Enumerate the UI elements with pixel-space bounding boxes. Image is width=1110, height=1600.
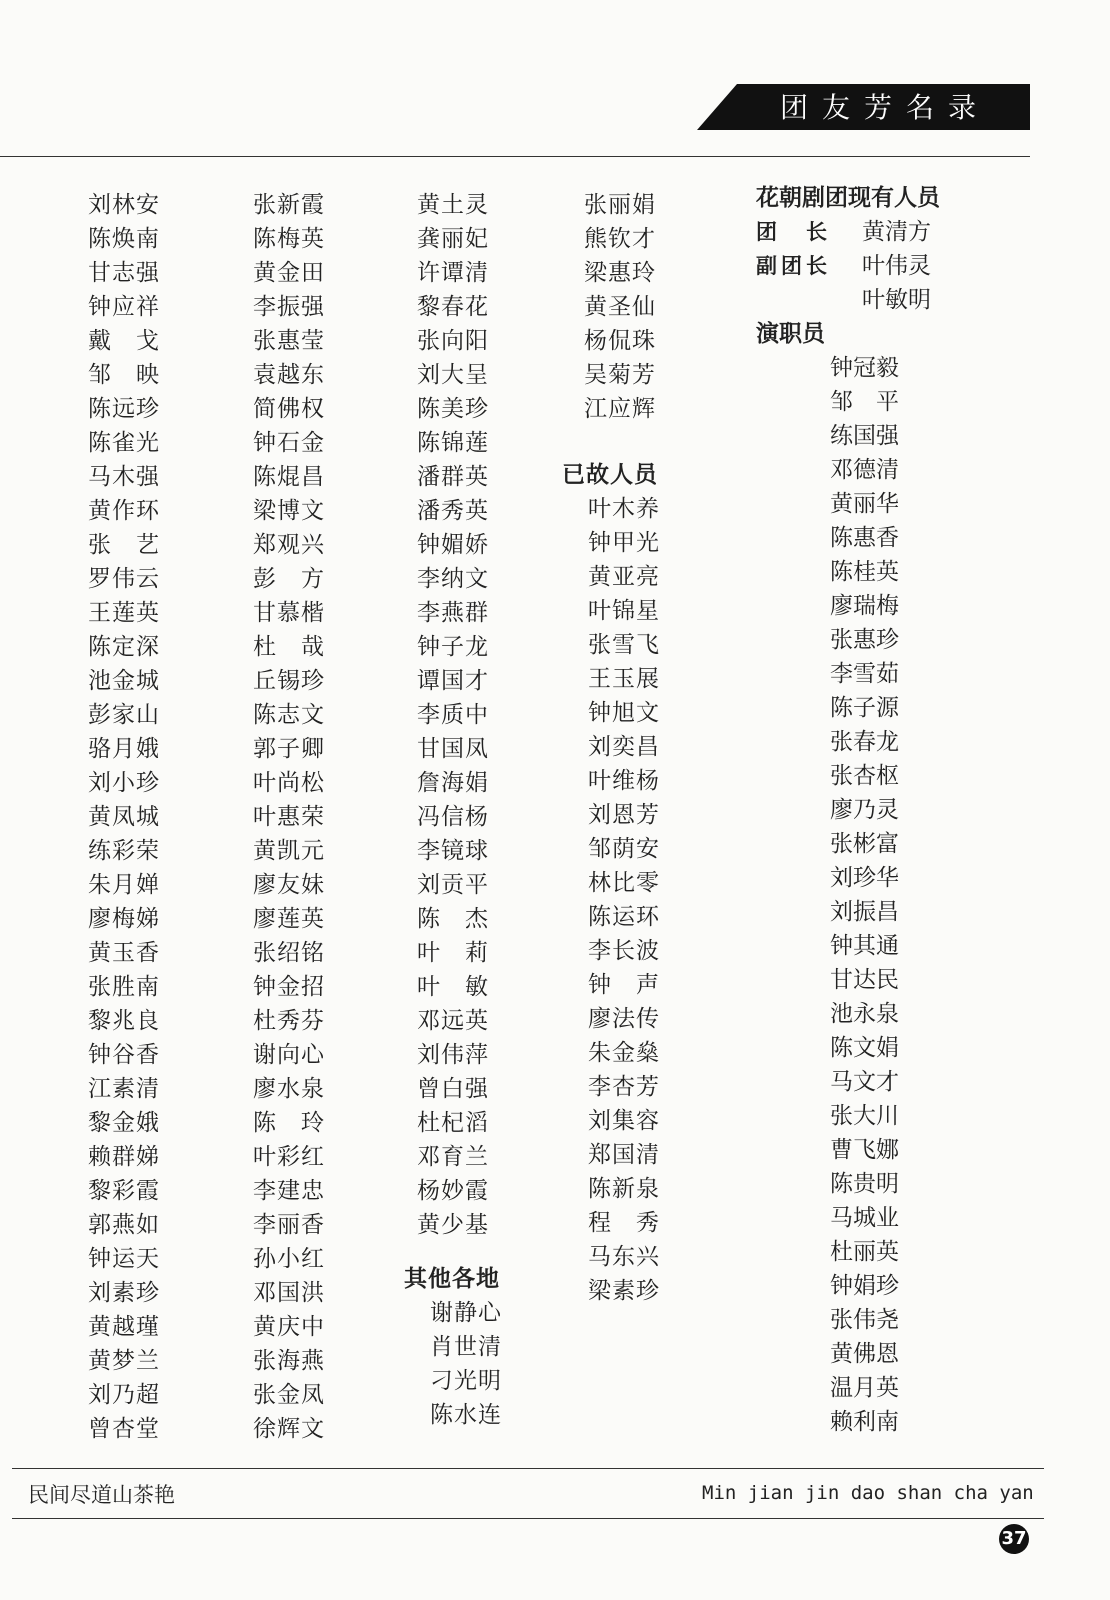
name-item: 钟子龙 — [417, 634, 489, 660]
name-item: 赖利南 — [830, 1409, 899, 1435]
leader-row — [756, 215, 940, 249]
other-regions-heading: 其他各地 — [404, 1266, 500, 1292]
name-item: 张向阳 — [417, 328, 489, 354]
name-item: 刘振昌 — [830, 899, 899, 925]
deputy-row — [756, 249, 940, 283]
name-item: 叶 莉 — [417, 940, 489, 966]
name-item: 张金凤 — [253, 1382, 325, 1408]
footer-title: 民间尽道山茶艳 — [28, 1483, 175, 1507]
name-item: 张春龙 — [830, 729, 899, 755]
name-item: 李质中 — [417, 702, 489, 728]
name-item: 廖梅娣 — [88, 906, 160, 932]
name-item: 张彬富 — [830, 831, 899, 857]
name-item: 朱金燊 — [588, 1040, 660, 1066]
deputy-label: 副团长 — [756, 254, 831, 278]
name-item: 黎兆良 — [88, 1008, 160, 1034]
footer-rule-top — [12, 1468, 1044, 1469]
name-item: 叶锦星 — [588, 598, 660, 624]
name-item: 杜秀芬 — [253, 1008, 325, 1034]
name-item: 甘志强 — [88, 260, 160, 286]
name-item: 钟其通 — [830, 933, 899, 959]
name-item: 王莲英 — [88, 600, 160, 626]
name-item: 刘奕昌 — [588, 734, 660, 760]
name-item: 廖水泉 — [253, 1076, 325, 1102]
name-item: 陈雀光 — [88, 430, 160, 456]
name-item: 刘乃超 — [88, 1382, 160, 1408]
name-item: 李丽香 — [253, 1212, 325, 1238]
name-item: 陈锦莲 — [417, 430, 489, 456]
name-item: 叶木养 — [588, 496, 660, 522]
top-rule — [0, 156, 1030, 157]
deceased-heading: 已故人员 — [562, 462, 658, 488]
name-item: 詹海娟 — [417, 770, 489, 796]
name-item: 张胜南 — [88, 974, 160, 1000]
troupe-heading: 花朝剧团现有人员 — [756, 185, 940, 211]
name-item: 李镜球 — [417, 838, 489, 864]
name-item: 温月英 — [830, 1375, 899, 1401]
name-item: 黄亚亮 — [588, 564, 660, 590]
name-item: 李杏芳 — [588, 1074, 660, 1100]
name-item: 钟媚娇 — [417, 532, 489, 558]
name-item: 廖乃灵 — [830, 797, 899, 823]
name-item: 张惠莹 — [253, 328, 325, 354]
name-item: 杜杞滔 — [417, 1110, 489, 1136]
name-item: 彭家山 — [88, 702, 160, 728]
name-item: 黄佛恩 — [830, 1341, 899, 1367]
name-item: 廖瑞梅 — [830, 593, 899, 619]
name-item: 刘林安 — [88, 192, 160, 218]
name-item: 张杏枢 — [830, 763, 899, 789]
deceased-section — [562, 458, 660, 1308]
name-item: 熊钦才 — [584, 226, 656, 252]
name-item: 杨妙霞 — [417, 1178, 489, 1204]
name-item: 丘锡珍 — [253, 668, 325, 694]
name-item: 刘集容 — [588, 1108, 660, 1134]
name-item: 刘恩芳 — [588, 802, 660, 828]
name-item: 甘慕楷 — [253, 600, 325, 626]
name-item: 黄金田 — [253, 260, 325, 286]
name-item: 黄梦兰 — [88, 1348, 160, 1374]
name-item: 刘珍华 — [830, 865, 899, 891]
name-item: 池金城 — [88, 668, 160, 694]
name-item: 潘群英 — [417, 464, 489, 490]
name-item: 陈定深 — [88, 634, 160, 660]
name-item: 廖法传 — [588, 1006, 660, 1032]
name-item: 钟金招 — [253, 974, 325, 1000]
name-item: 陈梅英 — [253, 226, 325, 252]
name-item: 张海燕 — [253, 1348, 325, 1374]
name-item: 孙小红 — [253, 1246, 325, 1272]
name-item: 陈贵明 — [830, 1171, 899, 1197]
name-item: 张 艺 — [88, 532, 160, 558]
name-item: 曹飞娜 — [830, 1137, 899, 1163]
name-item: 刁光明 — [430, 1368, 502, 1394]
name-item: 骆月娥 — [88, 736, 160, 762]
name-column-2 — [253, 188, 325, 1446]
name-item: 黄越瑾 — [88, 1314, 160, 1340]
name-item: 马东兴 — [588, 1244, 660, 1270]
name-item: 郑观兴 — [253, 532, 325, 558]
name-item: 黎春花 — [417, 294, 489, 320]
name-item: 陈 杰 — [417, 906, 489, 932]
name-item: 邹荫安 — [588, 836, 660, 862]
name-item: 徐辉文 — [253, 1416, 325, 1442]
performers-heading: 演职员 — [756, 321, 825, 347]
name-item: 曾白强 — [417, 1076, 489, 1102]
name-item: 陈惠香 — [830, 525, 899, 551]
name-item: 陈焕南 — [88, 226, 160, 252]
name-item: 甘国凤 — [417, 736, 489, 762]
name-item: 杜丽英 — [830, 1239, 899, 1265]
name-item: 陈文娟 — [830, 1035, 899, 1061]
name-item: 马文才 — [830, 1069, 899, 1095]
leader-label: 团 长 — [756, 220, 831, 244]
name-item: 邹 平 — [830, 389, 899, 415]
name-item: 张大川 — [830, 1103, 899, 1129]
name-column-4 — [584, 188, 656, 426]
name-item: 黄凯元 — [253, 838, 325, 864]
name-item: 钟应祥 — [88, 294, 160, 320]
name-item: 王玉展 — [588, 666, 660, 692]
name-item: 陈新泉 — [588, 1176, 660, 1202]
name-item: 戴 戈 — [88, 328, 160, 354]
name-item: 张新霞 — [253, 192, 325, 218]
name-item: 黎彩霞 — [88, 1178, 160, 1204]
name-column-3 — [417, 188, 489, 1242]
name-item: 谢静心 — [430, 1300, 502, 1326]
name-item: 刘大呈 — [417, 362, 489, 388]
name-item: 梁博文 — [253, 498, 325, 524]
name-item: 黄庆中 — [253, 1314, 325, 1340]
name-item: 黎金娥 — [88, 1110, 160, 1136]
name-item: 叶维杨 — [588, 768, 660, 794]
name-item: 简佛权 — [253, 396, 325, 422]
deputy-name: 叶伟灵 — [862, 253, 931, 279]
name-item: 邓德清 — [830, 457, 899, 483]
troupe-section — [756, 181, 940, 1439]
name-item: 黄凤城 — [88, 804, 160, 830]
name-item: 陈志文 — [253, 702, 325, 728]
name-item: 甘达民 — [830, 967, 899, 993]
name-item: 刘素珍 — [88, 1280, 160, 1306]
name-item: 赖群娣 — [88, 1144, 160, 1170]
name-item: 马木强 — [88, 464, 160, 490]
name-item: 江应辉 — [584, 396, 656, 422]
name-item: 练彩荣 — [88, 838, 160, 864]
name-item: 梁素珍 — [588, 1278, 660, 1304]
name-item: 张绍铭 — [253, 940, 325, 966]
name-item: 郑国清 — [588, 1142, 660, 1168]
name-item: 邓远英 — [417, 1008, 489, 1034]
name-item: 张雪飞 — [588, 632, 660, 658]
name-item: 郭燕如 — [88, 1212, 160, 1238]
name-item: 黄丽华 — [830, 491, 899, 517]
name-item: 张丽娟 — [584, 192, 656, 218]
name-item: 袁越东 — [253, 362, 325, 388]
name-item: 邹 映 — [88, 362, 160, 388]
name-item: 邓国洪 — [253, 1280, 325, 1306]
name-item: 黄少基 — [417, 1212, 489, 1238]
name-item: 钟 声 — [588, 972, 660, 998]
name-item: 刘贡平 — [417, 872, 489, 898]
name-item: 李振强 — [253, 294, 325, 320]
leader-name: 黄清方 — [862, 219, 931, 245]
name-item: 谭国才 — [417, 668, 489, 694]
name-item: 陈子源 — [830, 695, 899, 721]
name-item: 林比零 — [588, 870, 660, 896]
name-item: 张惠珍 — [830, 627, 899, 653]
name-item: 廖友妹 — [253, 872, 325, 898]
name-item: 杨侃珠 — [584, 328, 656, 354]
name-item: 李雪茹 — [830, 661, 899, 687]
name-item: 刘伟萍 — [417, 1042, 489, 1068]
name-column-1 — [88, 188, 160, 1446]
name-item: 刘小珍 — [88, 770, 160, 796]
name-item: 陈 玲 — [253, 1110, 325, 1136]
name-item: 陈桂英 — [830, 559, 899, 585]
name-item: 陈远珍 — [88, 396, 160, 422]
name-item: 邓育兰 — [417, 1144, 489, 1170]
name-item: 朱月婵 — [88, 872, 160, 898]
name-item: 杜 哉 — [253, 634, 325, 660]
name-item: 叶 敏 — [417, 974, 489, 1000]
footer-pinyin: Min jian jin dao shan cha yan — [702, 1482, 1034, 1504]
footer-rule-bottom — [12, 1518, 1044, 1519]
name-item: 黄作环 — [88, 498, 160, 524]
name-item: 陈焜昌 — [253, 464, 325, 490]
name-item: 谢向心 — [253, 1042, 325, 1068]
name-item: 陈运环 — [588, 904, 660, 930]
name-item: 彭 方 — [253, 566, 325, 592]
name-item: 程 秀 — [588, 1210, 660, 1236]
name-item: 龚丽妃 — [417, 226, 489, 252]
name-item: 罗伟云 — [88, 566, 160, 592]
name-item: 叶彩红 — [253, 1144, 325, 1170]
name-item: 廖莲英 — [253, 906, 325, 932]
name-item: 池永泉 — [830, 1001, 899, 1027]
name-item: 李燕群 — [417, 600, 489, 626]
name-item: 黄土灵 — [417, 192, 489, 218]
page-title: 团友芳名录 — [780, 91, 991, 124]
name-item: 郭子卿 — [253, 736, 325, 762]
name-item: 陈美珍 — [417, 396, 489, 422]
name-item: 李纳文 — [417, 566, 489, 592]
name-item: 钟谷香 — [88, 1042, 160, 1068]
name-item: 陈水连 — [430, 1402, 502, 1428]
name-item: 钟石金 — [253, 430, 325, 456]
name-item: 梁惠玲 — [584, 260, 656, 286]
name-item: 钟娟珍 — [830, 1273, 899, 1299]
name-item: 叶尚松 — [253, 770, 325, 796]
name-item: 江素清 — [88, 1076, 160, 1102]
name-item: 钟冠毅 — [830, 355, 899, 381]
name-item: 叶惠荣 — [253, 804, 325, 830]
name-item: 练国强 — [830, 423, 899, 449]
name-item: 曾杏堂 — [88, 1416, 160, 1442]
name-item: 钟旭文 — [588, 700, 660, 726]
name-item: 肖世清 — [430, 1334, 502, 1360]
name-item: 钟甲光 — [588, 530, 660, 556]
name-item: 黄圣仙 — [584, 294, 656, 320]
name-item: 冯信杨 — [417, 804, 489, 830]
name-item: 李长波 — [588, 938, 660, 964]
deputy-name: 叶敏明 — [862, 287, 931, 313]
page-number: 37 — [999, 1524, 1029, 1554]
name-item: 张伟尧 — [830, 1307, 899, 1333]
name-item: 许谭清 — [417, 260, 489, 286]
name-item: 黄玉香 — [88, 940, 160, 966]
other-regions-section — [404, 1262, 502, 1432]
name-item: 吴菊芳 — [584, 362, 656, 388]
name-item: 李建忠 — [253, 1178, 325, 1204]
name-item: 钟运天 — [88, 1246, 160, 1272]
name-item: 潘秀英 — [417, 498, 489, 524]
name-item: 马城业 — [830, 1205, 899, 1231]
